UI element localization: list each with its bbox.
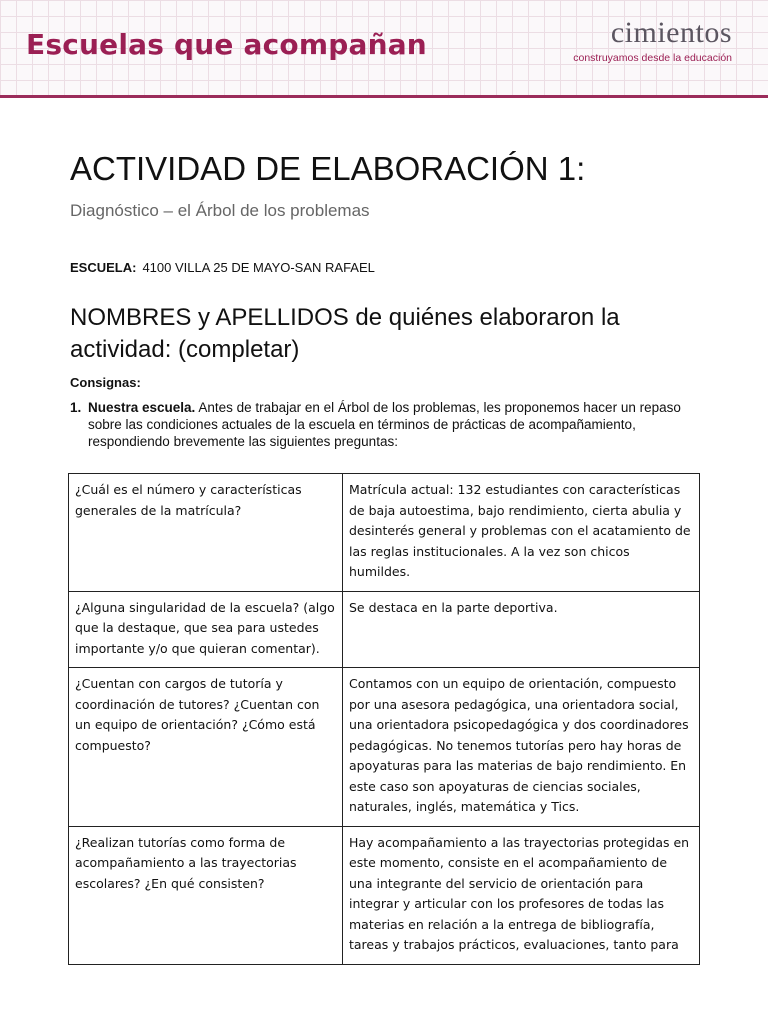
header-divider [0, 95, 768, 98]
question-cell: ¿Cuentan con cargos de tutoría y coordinación de tutores? ¿Cuentan con un equipo de orientación? ¿Cómo está compuesto? [69, 668, 343, 827]
questions-table [68, 473, 700, 965]
logo-wordmark: cimientos [610, 16, 732, 49]
school-value: 4100 VILLA 25 DE MAYO-SAN RAFAEL [142, 260, 375, 275]
answer-cell: Contamos con un equipo de orientación, compuesto por una asesora pedagógica, una orientadora social, una orientadora psicopedagógica y dos coordinadores pedagógicas. No tenemos tutorías pero hay horas de apoyaturas para las materias de bajo rendimiento. En este caso son apoyaturas de ciencias sociales, naturales, inglés, matemática y Tics. [343, 668, 700, 827]
table-row [69, 668, 700, 827]
table-row [69, 826, 700, 964]
document-subtitle: Diagnóstico – el Árbol de los problemas [70, 201, 370, 220]
question-cell: ¿Realizan tutorías como forma de acompañamiento a las trayectorias escolares? ¿En qué consisten? [69, 826, 343, 964]
answer-cell: Hay acompañamiento a las trayectorias protegidas en este momento, consiste en el acompañamiento de una integrante del servicio de orientación para integrar y articular con los profesores de todas las materias en relación a la entrega de bibliografía, tareas y trabajos prácticos, evaluaciones, tanto para [343, 826, 700, 964]
program-title: Escuelas que acompañan [26, 28, 427, 61]
answer-cell: Se destaca en la parte deportiva. [343, 591, 700, 668]
item-body [88, 399, 700, 450]
cimientos-logo [573, 18, 732, 64]
instruction-item-1 [70, 399, 700, 450]
question-cell: ¿Alguna singularidad de la escuela? (algo que la destaque, que sea para ustedes importante y/o que quieran comentar). [69, 591, 343, 668]
document-title: ACTIVIDAD DE ELABORACIÓN 1: [70, 150, 586, 187]
item-lead: Nuestra escuela. [88, 400, 196, 415]
instructions-label: Consignas: [70, 375, 141, 390]
item-text: Antes de trabajar en el Árbol de los problemas, les proponemos hacer un repaso sobre las condiciones actuales de la escuela en términos de prácticas de acompañamiento, respondiendo brevemente las siguientes preguntas: [88, 400, 681, 449]
school-label: ESCUELA: [70, 260, 137, 275]
answer-cell: Matrícula actual: 132 estudiantes con características de baja autoestima, bajo rendimiento, cierta abulia y desinterés general y problemas con el acatamiento de las reglas institucionales. A la vez son chicos humildes. [343, 474, 700, 592]
page-header [0, 0, 768, 96]
table-row [69, 591, 700, 668]
question-cell: ¿Cuál es el número y características generales de la matrícula? [69, 474, 343, 592]
table-row [69, 474, 700, 592]
logo-tagline: construyamos desde la educación [573, 52, 732, 64]
names-heading: NOMBRES y APELLIDOS de quiénes elaboraron la actividad: (completar) [70, 304, 620, 363]
item-number: 1. [70, 400, 82, 415]
school-line [70, 260, 375, 275]
